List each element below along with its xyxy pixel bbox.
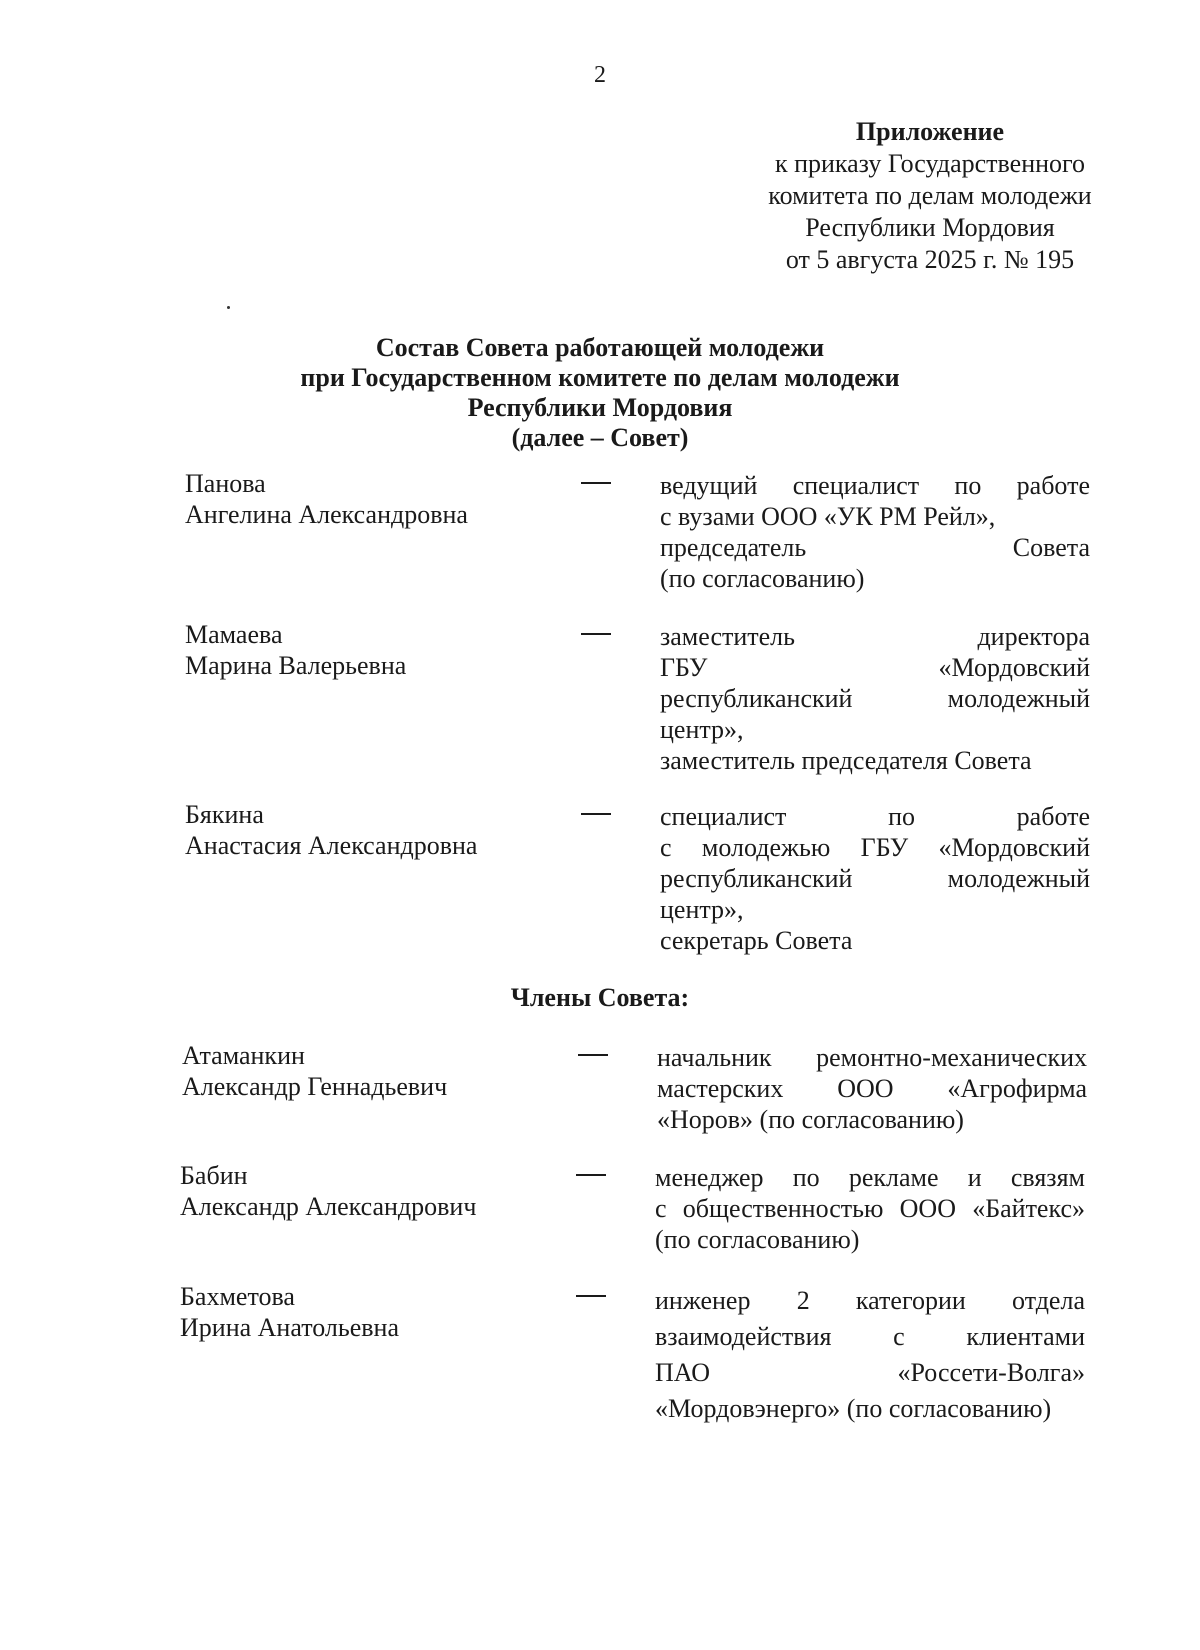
- position-line: председатель Совета: [660, 533, 1090, 562]
- position-line: с вузами ООО «УК РМ Рейл»,: [660, 502, 996, 531]
- position-line: республиканский молодежный: [660, 684, 1090, 713]
- page-number: 2: [594, 62, 606, 88]
- appendix-block: [740, 116, 1120, 276]
- dash-separator: [576, 1174, 606, 1176]
- person-position: [655, 1283, 1085, 1427]
- person-name: [180, 1281, 540, 1343]
- position-line: менеджер по рекламе и связям: [655, 1163, 1085, 1192]
- title-line: (далее – Совет): [511, 423, 689, 452]
- person-surname: Панова: [185, 469, 266, 498]
- members-heading: Члены Совета:: [510, 983, 690, 1012]
- person-given-names: Анастасия Александровна: [185, 831, 478, 860]
- position-line: ГБУ «Мордовский: [660, 653, 1090, 682]
- position-line: «Норов» (по согласованию): [657, 1105, 964, 1134]
- title-line: при Государственном комитете по делам молодежи: [300, 363, 900, 392]
- position-line: центр»,: [660, 895, 744, 924]
- title-line: Республики Мордовия: [467, 393, 733, 422]
- person-given-names: Александр Геннадьевич: [182, 1072, 448, 1101]
- position-line: начальник ремонтно-механических: [657, 1043, 1087, 1072]
- person-given-names: Марина Валерьевна: [185, 651, 407, 680]
- dash-separator: [581, 813, 611, 815]
- person-surname: Бабин: [180, 1161, 248, 1190]
- person-given-names: Ирина Анатольевна: [180, 1313, 399, 1342]
- position-line: с молодежью ГБУ «Мордовский: [660, 833, 1090, 862]
- person-position: [660, 621, 1090, 776]
- scan-speck: [227, 306, 230, 309]
- position-line: с общественностью ООО «Байтекс»: [655, 1194, 1085, 1223]
- position-line: (по согласованию): [655, 1225, 860, 1254]
- dash-separator: [578, 1054, 608, 1056]
- position-line: заместитель директора: [660, 622, 1090, 651]
- document-title: [0, 333, 1200, 453]
- person-surname: Бахметова: [180, 1282, 295, 1311]
- appendix-line: Республики Мордовия: [805, 213, 1055, 242]
- position-line: ведущий специалист по работе: [660, 471, 1090, 500]
- title-line: Состав Совета работающей молодежи: [375, 333, 825, 362]
- position-line: ПАО «Россети-Волга»: [655, 1358, 1085, 1387]
- person-position: [660, 470, 1090, 594]
- position-line: специалист по работе: [660, 802, 1090, 831]
- position-line: республиканский молодежный: [660, 864, 1090, 893]
- position-line: «Мордовэнерго» (по согласованию): [655, 1394, 1052, 1423]
- person-name: [182, 1040, 542, 1102]
- position-line: (по согласованию): [660, 564, 865, 593]
- appendix-line: от 5 августа 2025 г. № 195: [785, 245, 1075, 274]
- appendix-line: к приказу Государственного: [774, 149, 1086, 178]
- person-surname: Бякина: [185, 800, 264, 829]
- appendix-line: комитета по делам молодежи: [768, 181, 1092, 210]
- position-line: секретарь Совета: [660, 926, 853, 955]
- person-position: [655, 1162, 1085, 1255]
- person-given-names: Ангелина Александровна: [185, 500, 468, 529]
- dash-separator: [581, 482, 611, 484]
- dash-separator: [581, 633, 611, 635]
- position-line: центр»,: [660, 715, 744, 744]
- person-name: [185, 799, 545, 861]
- position-line: взаимодействия с клиентами: [655, 1322, 1085, 1351]
- person-name: [185, 619, 545, 681]
- person-name: [185, 468, 545, 530]
- position-line: заместитель председателя Совета: [660, 746, 1032, 775]
- person-position: [660, 801, 1090, 956]
- dash-separator: [576, 1295, 606, 1297]
- person-surname: Мамаева: [185, 620, 283, 649]
- person-name: [180, 1160, 540, 1222]
- position-line: мастерских ООО «Агрофирма: [657, 1074, 1087, 1103]
- person-surname: Атаманкин: [182, 1041, 305, 1070]
- appendix-heading: Приложение: [855, 117, 1005, 146]
- position-line: инженер 2 категории отдела: [655, 1286, 1085, 1315]
- person-position: [657, 1042, 1087, 1135]
- person-given-names: Александр Александрович: [180, 1192, 477, 1221]
